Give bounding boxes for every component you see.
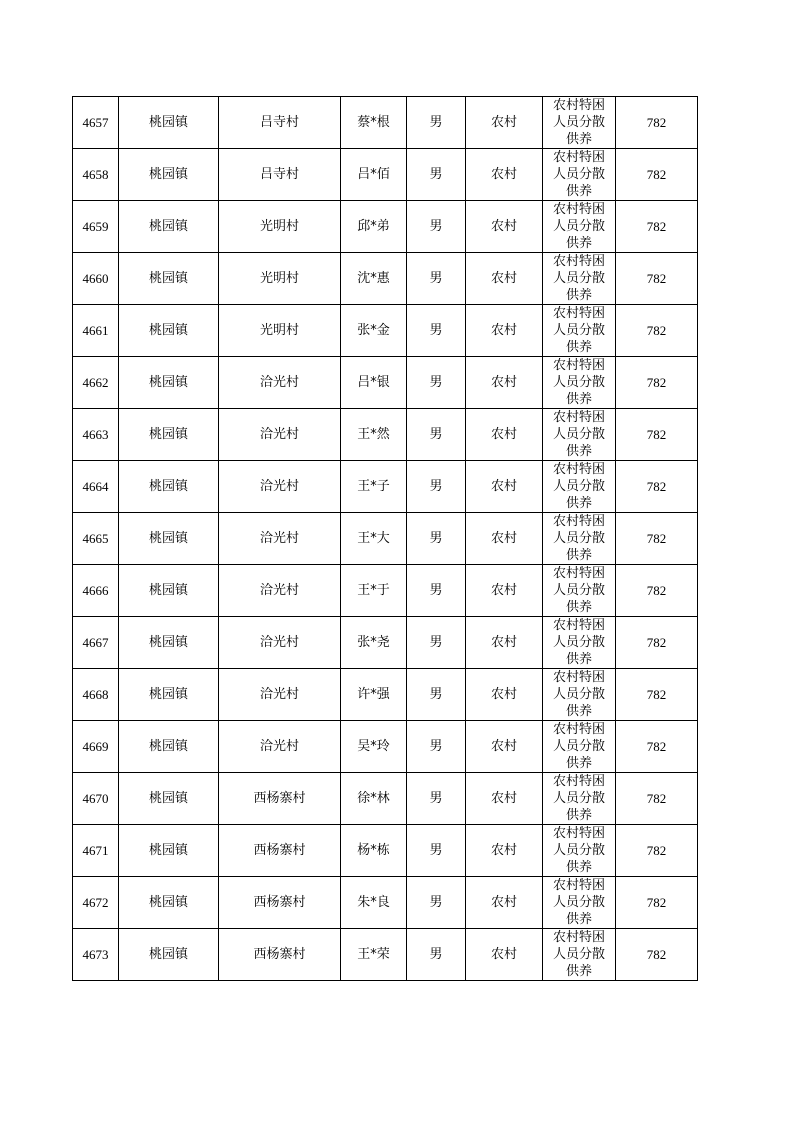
village-cell: 光明村 (219, 201, 341, 253)
assistance-category-text: 农村特困人员分散供养 (552, 618, 605, 667)
amount-cell: 782 (616, 253, 698, 305)
assistance-category-text: 农村特困人员分散供养 (552, 98, 605, 147)
assistance-category-text: 农村特困人员分散供养 (552, 722, 605, 771)
village-cell: 洽光村 (219, 513, 341, 565)
town-cell: 桃园镇 (119, 149, 219, 201)
table-row (73, 513, 698, 565)
gender-cell: 男 (407, 97, 466, 149)
town-cell: 桃园镇 (119, 409, 219, 461)
town-cell: 桃园镇 (119, 357, 219, 409)
person-name-cell: 沈*惠 (341, 253, 407, 305)
area-type-cell: 农村 (466, 929, 543, 981)
row-number-cell: 4660 (73, 253, 119, 305)
area-type-cell: 农村 (466, 409, 543, 461)
town-cell: 桃园镇 (119, 773, 219, 825)
gender-cell: 男 (407, 773, 466, 825)
row-number-cell: 4664 (73, 461, 119, 513)
area-type-cell: 农村 (466, 825, 543, 877)
town-cell: 桃园镇 (119, 461, 219, 513)
amount-cell: 782 (616, 721, 698, 773)
person-name-cell: 吕*银 (341, 357, 407, 409)
assistance-category-text: 农村特困人员分散供养 (552, 774, 605, 823)
person-name-cell: 王*于 (341, 565, 407, 617)
assistance-category-text: 农村特困人员分散供养 (552, 878, 605, 927)
assistance-category-text: 农村特困人员分散供养 (552, 358, 605, 407)
table-row (73, 409, 698, 461)
person-name-cell: 蔡*根 (341, 97, 407, 149)
gender-cell: 男 (407, 565, 466, 617)
gender-cell: 男 (407, 461, 466, 513)
assistance-category-cell (543, 409, 616, 461)
assistance-category-cell (543, 877, 616, 929)
person-name-cell: 吴*玲 (341, 721, 407, 773)
town-cell: 桃园镇 (119, 565, 219, 617)
amount-cell: 782 (616, 461, 698, 513)
table-row (73, 253, 698, 305)
assistance-category-cell (543, 253, 616, 305)
gender-cell: 男 (407, 253, 466, 305)
amount-cell: 782 (616, 513, 698, 565)
assistance-category-cell (543, 149, 616, 201)
person-name-cell: 王*然 (341, 409, 407, 461)
assistance-category-cell (543, 669, 616, 721)
gender-cell: 男 (407, 201, 466, 253)
table-row (73, 149, 698, 201)
table-row (73, 825, 698, 877)
table-row (73, 877, 698, 929)
assistance-category-text: 农村特困人员分散供养 (552, 826, 605, 875)
area-type-cell: 农村 (466, 305, 543, 357)
row-number-cell: 4669 (73, 721, 119, 773)
table-row (73, 669, 698, 721)
area-type-cell: 农村 (466, 253, 543, 305)
assistance-category-text: 农村特困人员分散供养 (552, 566, 605, 615)
person-name-cell: 杨*栋 (341, 825, 407, 877)
row-number-cell: 4659 (73, 201, 119, 253)
village-cell: 西杨寨村 (219, 825, 341, 877)
area-type-cell: 农村 (466, 461, 543, 513)
gender-cell: 男 (407, 357, 466, 409)
area-type-cell: 农村 (466, 149, 543, 201)
town-cell: 桃园镇 (119, 305, 219, 357)
row-number-cell: 4670 (73, 773, 119, 825)
person-name-cell: 邱*弟 (341, 201, 407, 253)
assistance-category-cell (543, 97, 616, 149)
village-cell: 光明村 (219, 253, 341, 305)
assistance-category-text: 农村特困人员分散供养 (552, 254, 605, 303)
table-row (73, 305, 698, 357)
row-number-cell: 4657 (73, 97, 119, 149)
person-name-cell: 朱*良 (341, 877, 407, 929)
area-type-cell: 农村 (466, 877, 543, 929)
village-cell: 洽光村 (219, 461, 341, 513)
town-cell: 桃园镇 (119, 617, 219, 669)
assistance-category-text: 农村特困人员分散供养 (552, 410, 605, 459)
row-number-cell: 4667 (73, 617, 119, 669)
area-type-cell: 农村 (466, 201, 543, 253)
row-number-cell: 4666 (73, 565, 119, 617)
village-cell: 洽光村 (219, 721, 341, 773)
assistance-category-text: 农村特困人员分散供养 (552, 462, 605, 511)
table-row (73, 565, 698, 617)
assistance-category-cell (543, 357, 616, 409)
village-cell: 光明村 (219, 305, 341, 357)
area-type-cell: 农村 (466, 513, 543, 565)
person-name-cell: 张*金 (341, 305, 407, 357)
amount-cell: 782 (616, 929, 698, 981)
amount-cell: 782 (616, 409, 698, 461)
area-type-cell: 农村 (466, 97, 543, 149)
village-cell: 西杨寨村 (219, 929, 341, 981)
village-cell: 西杨寨村 (219, 773, 341, 825)
table-row (73, 929, 698, 981)
person-name-cell: 吕*佰 (341, 149, 407, 201)
area-type-cell: 农村 (466, 669, 543, 721)
row-number-cell: 4672 (73, 877, 119, 929)
amount-cell: 782 (616, 97, 698, 149)
table-row (73, 721, 698, 773)
village-cell: 洽光村 (219, 565, 341, 617)
table-row (73, 461, 698, 513)
gender-cell: 男 (407, 305, 466, 357)
town-cell: 桃园镇 (119, 877, 219, 929)
table-row (73, 97, 698, 149)
table-row (73, 773, 698, 825)
person-name-cell: 王*子 (341, 461, 407, 513)
amount-cell: 782 (616, 773, 698, 825)
assistance-category-text: 农村特困人员分散供养 (552, 514, 605, 563)
amount-cell: 782 (616, 201, 698, 253)
gender-cell: 男 (407, 877, 466, 929)
amount-cell: 782 (616, 565, 698, 617)
assistance-category-text: 农村特困人员分散供养 (552, 930, 605, 979)
row-number-cell: 4658 (73, 149, 119, 201)
area-type-cell: 农村 (466, 721, 543, 773)
gender-cell: 男 (407, 149, 466, 201)
person-name-cell: 许*强 (341, 669, 407, 721)
person-name-cell: 张*尧 (341, 617, 407, 669)
gender-cell: 男 (407, 825, 466, 877)
amount-cell: 782 (616, 617, 698, 669)
amount-cell: 782 (616, 305, 698, 357)
row-number-cell: 4671 (73, 825, 119, 877)
amount-cell: 782 (616, 357, 698, 409)
person-name-cell: 王*荣 (341, 929, 407, 981)
assistance-category-cell (543, 721, 616, 773)
town-cell: 桃园镇 (119, 513, 219, 565)
amount-cell: 782 (616, 149, 698, 201)
assistance-category-cell (543, 617, 616, 669)
area-type-cell: 农村 (466, 617, 543, 669)
town-cell: 桃园镇 (119, 201, 219, 253)
roster-body (73, 97, 698, 981)
assistance-category-cell (543, 825, 616, 877)
row-number-cell: 4673 (73, 929, 119, 981)
area-type-cell: 农村 (466, 357, 543, 409)
table-row (73, 357, 698, 409)
amount-cell: 782 (616, 877, 698, 929)
roster-table (72, 96, 698, 981)
assistance-category-cell (543, 929, 616, 981)
assistance-category-text: 农村特困人员分散供养 (552, 150, 605, 199)
assistance-category-text: 农村特困人员分散供养 (552, 202, 605, 251)
row-number-cell: 4665 (73, 513, 119, 565)
table-row (73, 617, 698, 669)
area-type-cell: 农村 (466, 773, 543, 825)
gender-cell: 男 (407, 669, 466, 721)
table-row (73, 201, 698, 253)
assistance-category-cell (543, 565, 616, 617)
town-cell: 桃园镇 (119, 825, 219, 877)
village-cell: 洽光村 (219, 617, 341, 669)
person-name-cell: 王*大 (341, 513, 407, 565)
area-type-cell: 农村 (466, 565, 543, 617)
village-cell: 洽光村 (219, 409, 341, 461)
village-cell: 洽光村 (219, 669, 341, 721)
town-cell: 桃园镇 (119, 721, 219, 773)
row-number-cell: 4668 (73, 669, 119, 721)
amount-cell: 782 (616, 669, 698, 721)
village-cell: 吕寺村 (219, 97, 341, 149)
assistance-category-cell (543, 461, 616, 513)
assistance-category-cell (543, 201, 616, 253)
row-number-cell: 4663 (73, 409, 119, 461)
assistance-category-cell (543, 513, 616, 565)
gender-cell: 男 (407, 617, 466, 669)
assistance-category-cell (543, 773, 616, 825)
row-number-cell: 4662 (73, 357, 119, 409)
gender-cell: 男 (407, 721, 466, 773)
village-cell: 洽光村 (219, 357, 341, 409)
town-cell: 桃园镇 (119, 97, 219, 149)
gender-cell: 男 (407, 513, 466, 565)
village-cell: 吕寺村 (219, 149, 341, 201)
assistance-category-text: 农村特困人员分散供养 (552, 306, 605, 355)
gender-cell: 男 (407, 929, 466, 981)
assistance-category-cell (543, 305, 616, 357)
town-cell: 桃园镇 (119, 253, 219, 305)
town-cell: 桃园镇 (119, 669, 219, 721)
town-cell: 桃园镇 (119, 929, 219, 981)
assistance-category-text: 农村特困人员分散供养 (552, 670, 605, 719)
person-name-cell: 徐*林 (341, 773, 407, 825)
gender-cell: 男 (407, 409, 466, 461)
village-cell: 西杨寨村 (219, 877, 341, 929)
row-number-cell: 4661 (73, 305, 119, 357)
amount-cell: 782 (616, 825, 698, 877)
